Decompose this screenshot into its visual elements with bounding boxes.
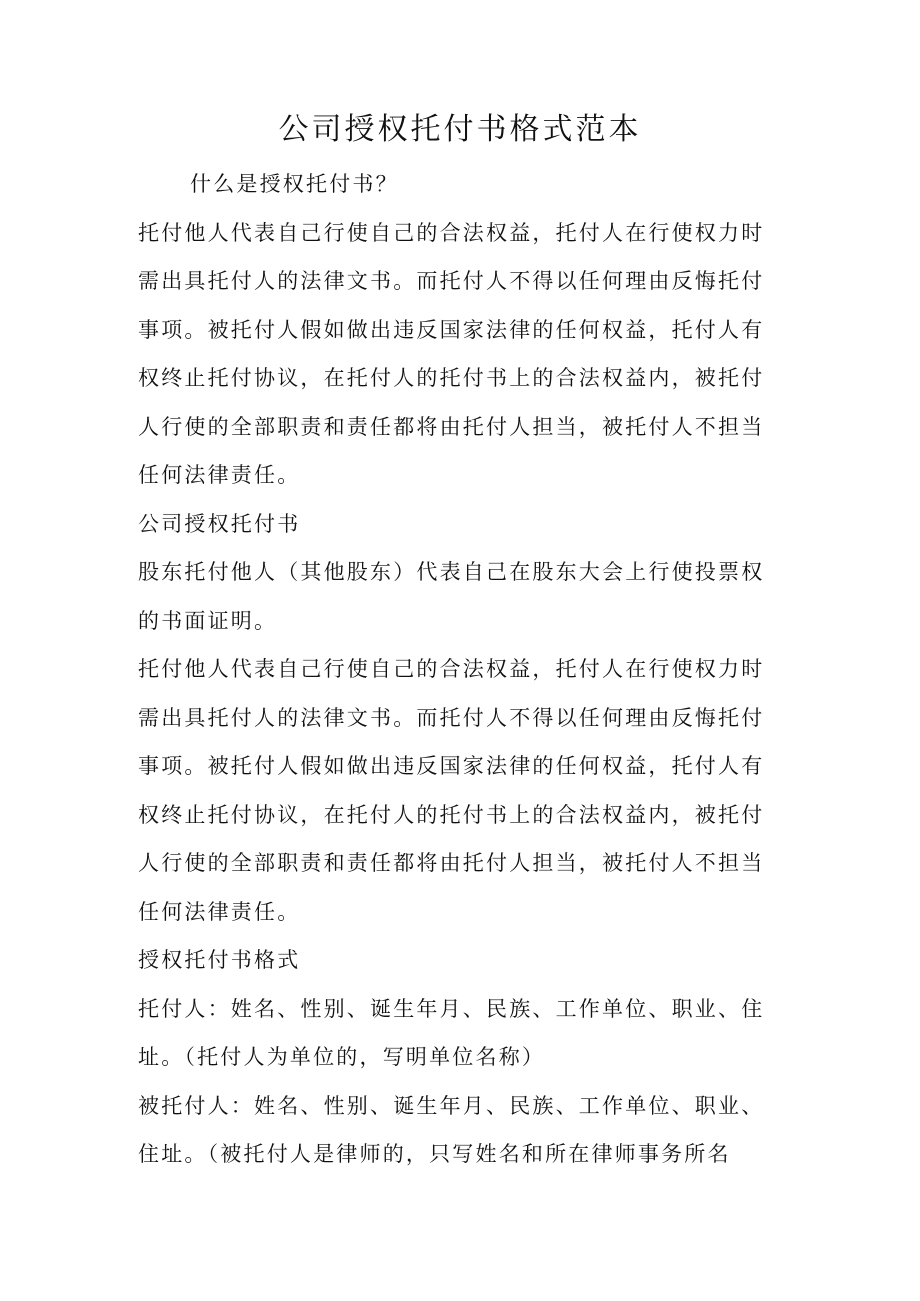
- section-heading-format: 授权托付书格式: [138, 948, 301, 972]
- question-heading: 什么是授权托付书？: [190, 172, 399, 196]
- paragraph-principal-fields: 托付人：姓名、性别、诞生年月、民族、工作单位、职业、住址。（托付人为单位的，写明单位名称）: [138, 996, 765, 1069]
- paragraph-agent-fields: 被托付人：姓名、性别、诞生年月、民族、工作单位、职业、住址。（被托付人是律师的，只写姓名和所在律师事务所名: [138, 1093, 765, 1166]
- document-title: 公司授权托付书格式范本: [278, 112, 642, 147]
- paragraph-definition-repeat: 托付他人代表自己行使自己的合法权益，托付人在行使权力时需出具托付人的法律文书。而托付人不得以任何理由反悔托付事项。被托付人假如做出违反国家法律的任何权益，托付人有权终止托付协议，在托付人的托付书上的合法权益内，被托付人行使的全部职责和责任都将由托付人担当，被托付人不担当任何法律责任。: [138, 657, 765, 924]
- paragraph-definition: 托付他人代表自己行使自己的合法权益，托付人在行使权力时需出具托付人的法律文书。而托付人不得以任何理由反悔托付事项。被托付人假如做出违反国家法律的任何权益，托付人有权终止托付协议，在托付人的托付书上的合法权益内，被托付人行使的全部职责和责任都将由托付人担当，被托付人不担当任何法律责任。: [138, 220, 765, 487]
- document-body: [138, 160, 766, 1179]
- section-heading-company-authorization: 公司授权托付书: [138, 511, 301, 536]
- paragraph-shareholder-proxy: 股东托付他人（其他股东）代表自己在股东大会上行使投票权的书面证明。: [138, 560, 765, 633]
